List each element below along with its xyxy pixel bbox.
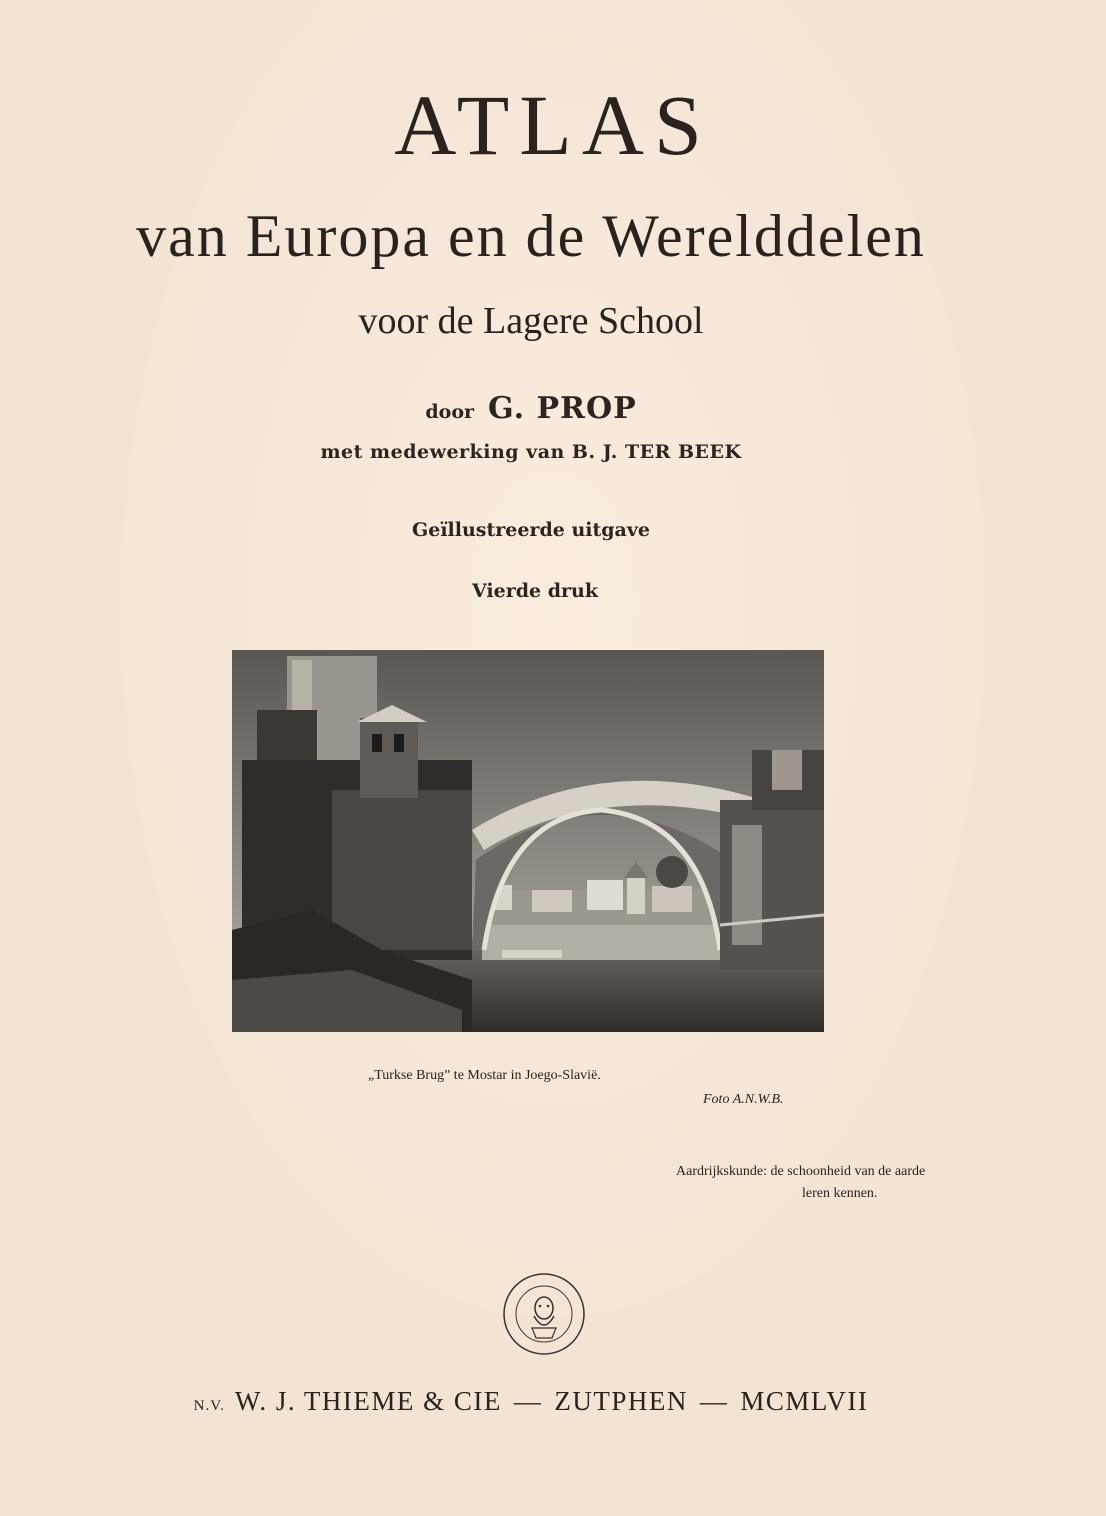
- imprint-separator: —: [513, 1386, 543, 1416]
- book-subtitle: van Europa en de Werelddelen: [136, 203, 926, 269]
- imprint-nv: N.V.: [193, 1398, 225, 1414]
- publisher-emblem-icon: [498, 1268, 590, 1360]
- imprint-year: MCMLVII: [740, 1386, 869, 1416]
- author-name: G. PROP: [488, 391, 637, 426]
- collaboration-line: met medewerking van B. J. TER BEEK: [320, 441, 742, 463]
- motto-line-2: leren kennen.: [802, 1186, 878, 1201]
- publisher-imprint: [0, 1386, 1062, 1417]
- imprint-separator: —: [699, 1386, 729, 1416]
- photo-credit: Foto A.N.W.B.: [703, 1092, 784, 1107]
- book-audience: voor de Lagere School: [358, 300, 704, 342]
- book-title: ATLAS: [394, 77, 712, 173]
- byline-prefix: door: [425, 401, 475, 423]
- motto-line-1: Aardrijkskunde: de schoonheid van de aarde: [676, 1164, 926, 1179]
- edition-line: Geïllustreerde uitgave: [412, 519, 650, 541]
- bridge-photo-image: [232, 650, 824, 1032]
- imprint-city: ZUTPHEN: [554, 1386, 688, 1416]
- byline: [0, 391, 1062, 426]
- imprint-publisher: W. J. THIEME & CIE: [234, 1386, 502, 1416]
- photo-caption: „Turkse Brug” te Mostar in Joego-Slavië.: [368, 1068, 601, 1083]
- bridge-photo: [232, 650, 824, 1032]
- printing-line: Vierde druk: [472, 580, 598, 602]
